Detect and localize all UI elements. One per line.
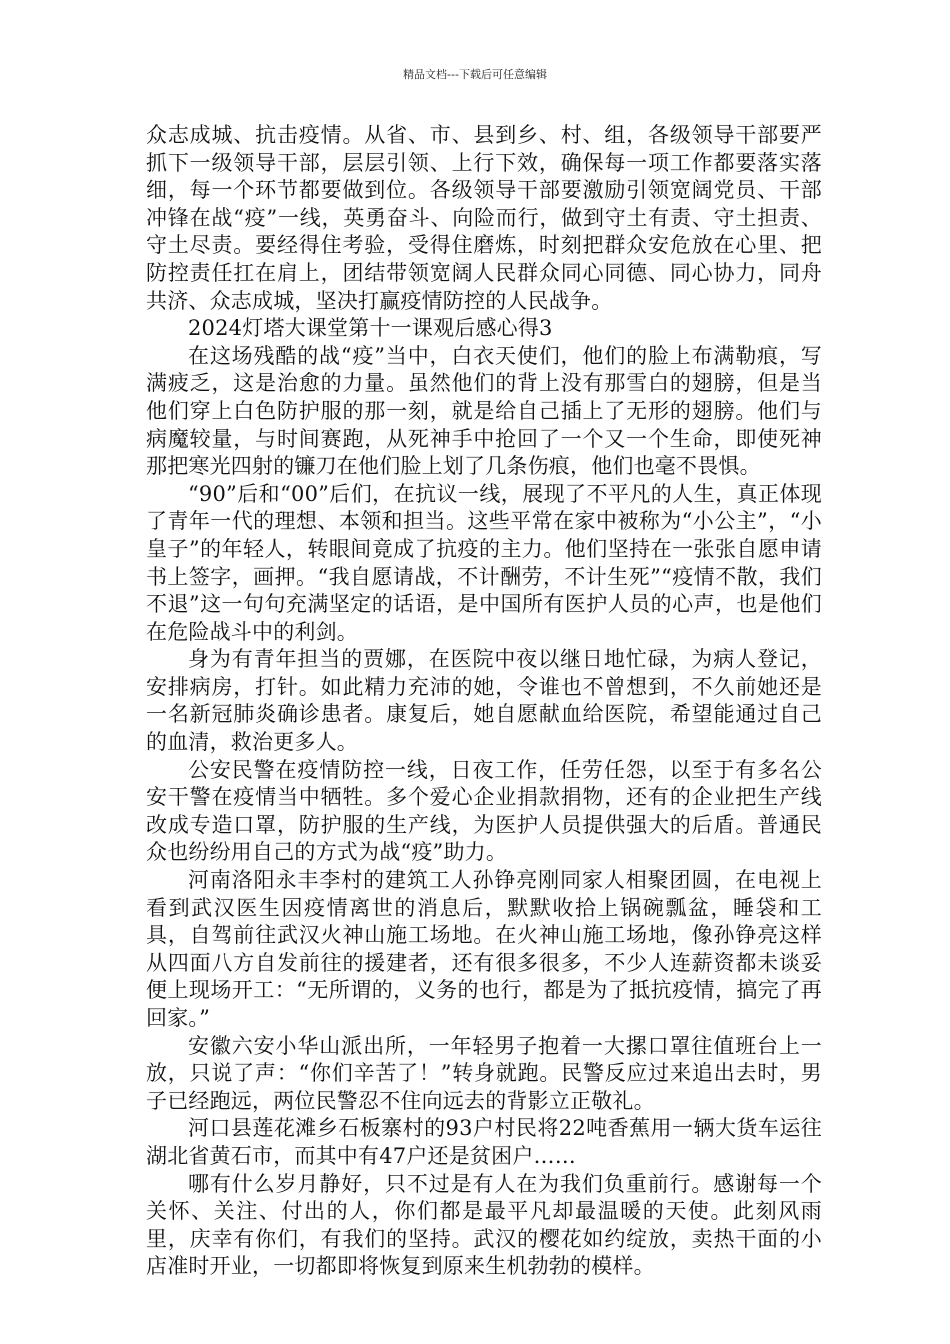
paragraph: 在这场残酷的战“疫”当中，白衣天使们，他们的脸上布满勒痕，写满疲乏，这是治愈的力量。虽然他们的背上没有那雪白的翅膀，但是当他们穿上白色防护服的那一刻，就是给自己插上了无形的翅膀。他们与病魔较量，与时间赛跑，从死神手中抢回了一个又一个生命，即使死神那把寒光四射的镰刀在他们脸上划了几条伤痕，他们也毫不畏惧。: [146, 343, 822, 479]
paragraph: 安徽六安小华山派出所，一年轻男子抱着一大摞口罩往值班台上一放，只说了声：“你们辛苦了！”转身就跑。民警反应过来追出去时，男子已经跑远，两位民警忍不住向远去的背影立正敬礼。: [146, 1033, 822, 1113]
section-title: 2024灯塔大课堂第十一课观后感心得3: [188, 316, 553, 341]
document-body: [146, 122, 822, 1281]
paragraph: 河口县莲花滩乡石板寨村的93户村民将22吨香蕉用一辆大货车运往湖北省黄石市，而其中有47户还是贫困户……: [146, 1116, 822, 1168]
paragraph: 公安民警在疫情防控一线，日夜工作，任劳任怨，以至于有多名公安干警在疫情当中牺牲。多个爱心企业捐款捐物，还有的企业把生产线改成专造口罩，防护服的生产线，为医护人员提供强大的后盾。普通民众也纷纷用自己的方式为战“疫”助力。: [146, 757, 822, 865]
paragraph: 身为有青年担当的贾娜，在医院中夜以继日地忙碌，为病人登记，安排病房，打针。如此精力充沛的她，令谁也不曾想到，不久前她还是一名新冠肺炎确诊患者。康复后，她自愿献血给医院，希望能通过自己的血清，救治更多人。: [146, 647, 822, 755]
paragraph: 哪有什么岁月静好，只不过是有人在为我们负重前行。感谢每一个关怀、关注、付出的人，你们都是最平凡却最温暖的天使。此刻风雨里，庆幸有你们，有我们的坚持。武汉的樱花如约绽放，卖热干面的小店准时开业，一切都即将恢复到原来生机勃勃的模样。: [146, 1171, 822, 1279]
paragraph: 河南洛阳永丰李村的建筑工人孙铮亮刚同家人相聚团圆，在电视上看到武汉医生因疫情离世的消息后，默默收拾上锅碗瓢盆，睡袋和工具，自驾前往武汉火神山施工场地。在火神山施工场地，像孙铮亮这样从四面八方自发前往的援建者，还有很多很多，不少人连薪资都未谈妥便上现场开工：“无所谓的，义务的也行，都是为了抵抗疫情，搞完了再回家。”: [146, 868, 822, 1030]
paragraph: 众志成城、抗击疫情。从省、市、县到乡、村、组，各级领导干部要严抓下一级领导干部，层层引领、上行下效，确保每一项工作都要落实落细，每一个环节都要做到位。各级领导干部要激励引领宽阔党员、干部冲锋在战“疫”一线，英勇奋斗、向险而行，做到守土有责、守土担责、守土尽责。要经得住考验，受得住磨炼，时刻把群众安危放在心里、把防控责任扛在肩上，团结带领宽阔人民群众同心同德、同心协力，同舟共济、众志成城，坚决打赢疫情防控的人民战争。: [146, 123, 822, 313]
paragraph: “90”后和“00”后们，在抗议一线，展现了不平凡的人生，真正体现了青年一代的理想、本领和担当。这些平常在家中被称为“小公主”，“小皇子”的年轻人，转眼间竟成了抗疫的主力。他们坚持在一张张自愿申请书上签字，画押。“我自愿请战，不计酬劳，不计生死”“疫情不散，我们不退”这一句句充满坚定的话语，是中国所有医护人员的心声，也是他们在危险战斗中的利剑。: [146, 481, 822, 644]
page-header: 精品文档---下载后可任意编辑: [403, 68, 547, 81]
